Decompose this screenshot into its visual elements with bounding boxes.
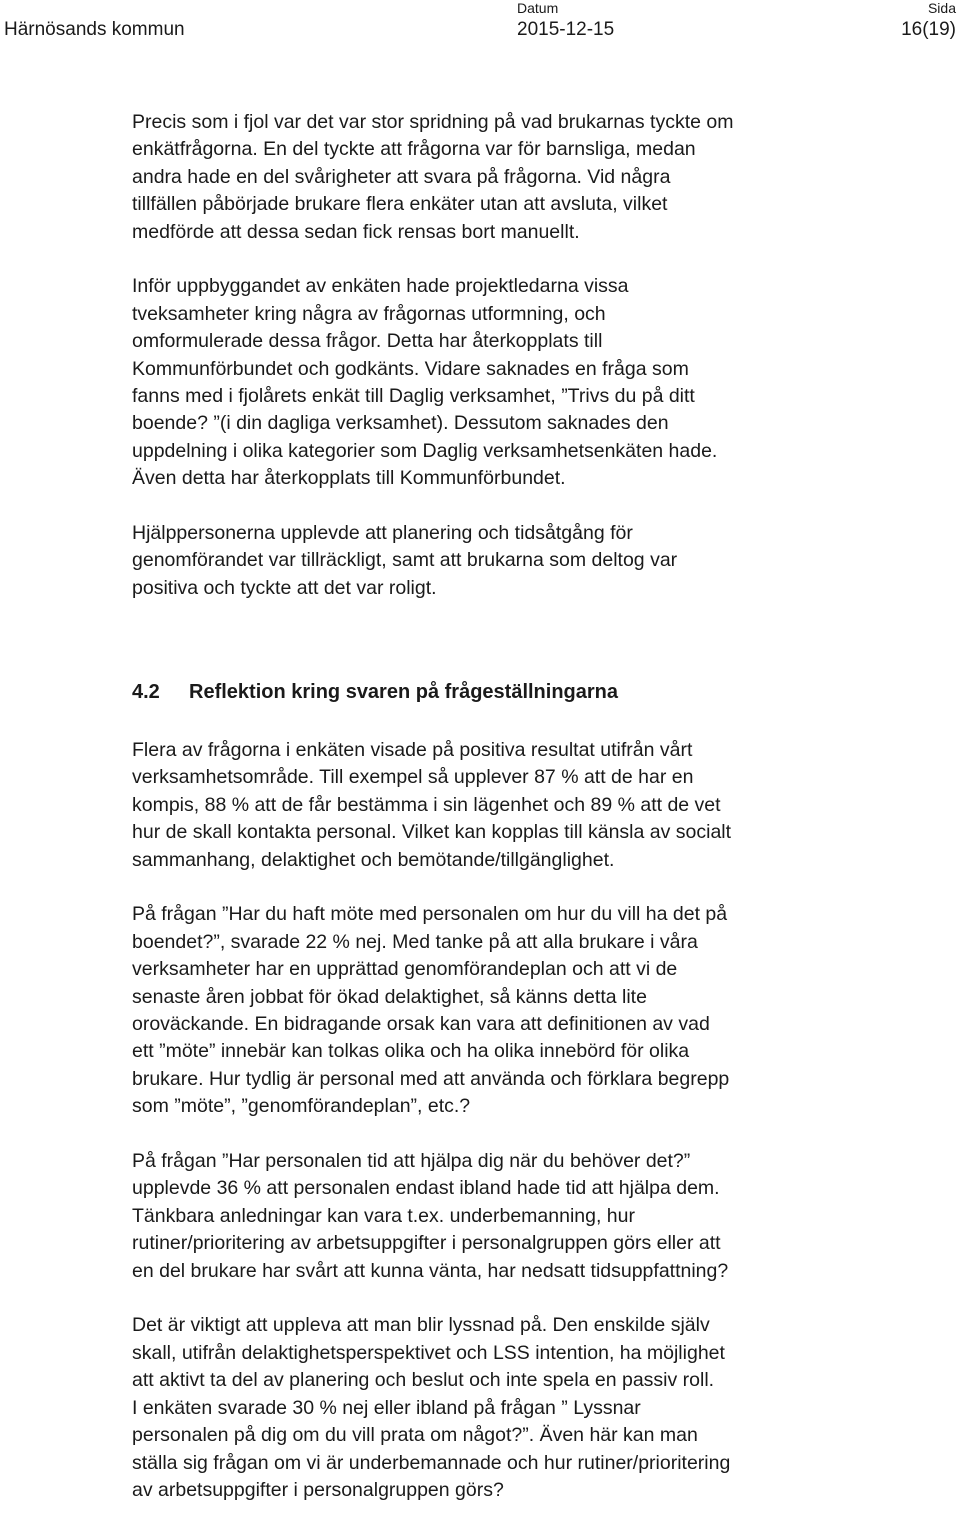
paragraph: Precis som i fjol var det var stor spridning på vad brukarnas tyckte om enkätfrågorna. En del tyckte att frågorna var för barnsliga, medan andra hade en del svårigheter att svara på frågorna. Vid några tillfällen påbörjade brukare flera enkäter utan att avsluta, vilket medförde att dessa sedan fick rensas bort manuellt. xyxy=(132,111,734,243)
organization-name: Härnösands kommun xyxy=(4,19,185,40)
page-number: 16(19) xyxy=(901,19,956,40)
paragraph: Hjälppersonerna upplevde att planering och tidsåtgång för genomförandet var tillräckligt, samt att brukarna som deltog var positiva och tyckte att det var roligt. xyxy=(132,522,678,599)
section-heading xyxy=(132,679,618,706)
paragraph: Inför uppbyggandet av enkäten hade projektledarna vissa tveksamheter kring några av frågornas utformning, och omformulerade dessa frågor. Detta har återkopplats till Kommunförbundet och godkänts. Vidare saknades en fråga som fanns med i fjolårets enkät till Daglig verksamhet, ”Trivs du på ditt boende? ”(i din dagliga verksamhet). Dessutom saknades den uppdelning i olika kategorier som Daglig verksamhetsenkäten hade. Även detta har återkopplats till Kommunförbundet. xyxy=(132,275,718,490)
date-value: 2015-12-15 xyxy=(517,19,615,40)
page-header xyxy=(0,0,960,44)
body-text-top xyxy=(132,109,932,630)
paragraph: Flera av frågorna i enkäten visade på positiva resultat utifrån vårt verksamhetsområde. Till exempel så upplever 87 % att de har en kompis, 88 % att de får bestämma i sin lägenhet och 89 % att de vet hur de skall kontakta personal. Vilket kan kopplas till känsla av socialt sammanhang, delaktighet och bemötande/tillgänglighet. xyxy=(132,739,732,871)
page-label: Sida xyxy=(927,0,956,16)
section-title: Reflektion kring svaren på frågeställningarna xyxy=(189,681,619,703)
paragraph: På frågan ”Har du haft möte med personalen om hur du vill ha det på boendet?”, svarade 22 % nej. Med tanke på att alla brukare i våra verksamheter har en upprättad genomförandeplan och att vi de senaste åren jobbat för ökad delaktighet, så känns detta lite oroväckande. En bidragande orsak kan vara att definitionen av vad ett ”möte” innebär kan tolkas olika och ha olika innebörd för olika brukare. Hur tydlig är personal med att använda och förklara begrepp som ”möte”, ”genomförandeplan”, etc.? xyxy=(132,903,730,1118)
date-label: Datum xyxy=(517,0,559,16)
body-text-bottom xyxy=(132,737,932,1532)
section-number: 4.2 xyxy=(132,681,160,703)
paragraph: Det är viktigt att uppleva att man blir lyssnad på. Den enskilde själv skall, utifrån delaktighetsperspektivet och LSS intention, ha möjlighet att aktivt ta del av planering och beslut och inte spela en passiv roll. I enkäten svarade 30 % nej eller ibland på frågan ” Lyssnar personalen på dig om du vill prata om något?”. Även här kan man ställa sig frågan om vi är underbemannade och hur rutiner/prioritering av arbetsuppgifter i personalgruppen görs? xyxy=(132,1314,731,1501)
paragraph: På frågan ”Har personalen tid att hjälpa dig när du behöver det?” upplevde 36 % att personalen endast ibland hade tid att hjälpa dem. Tänkbara anledningar kan vara t.ex. underbemanning, hur rutiner/prioritering av arbetsuppgifter i personalgruppen görs eller att en del brukare har svårt att kunna vänta, har nedsatt tidsuppfattning? xyxy=(132,1150,729,1282)
